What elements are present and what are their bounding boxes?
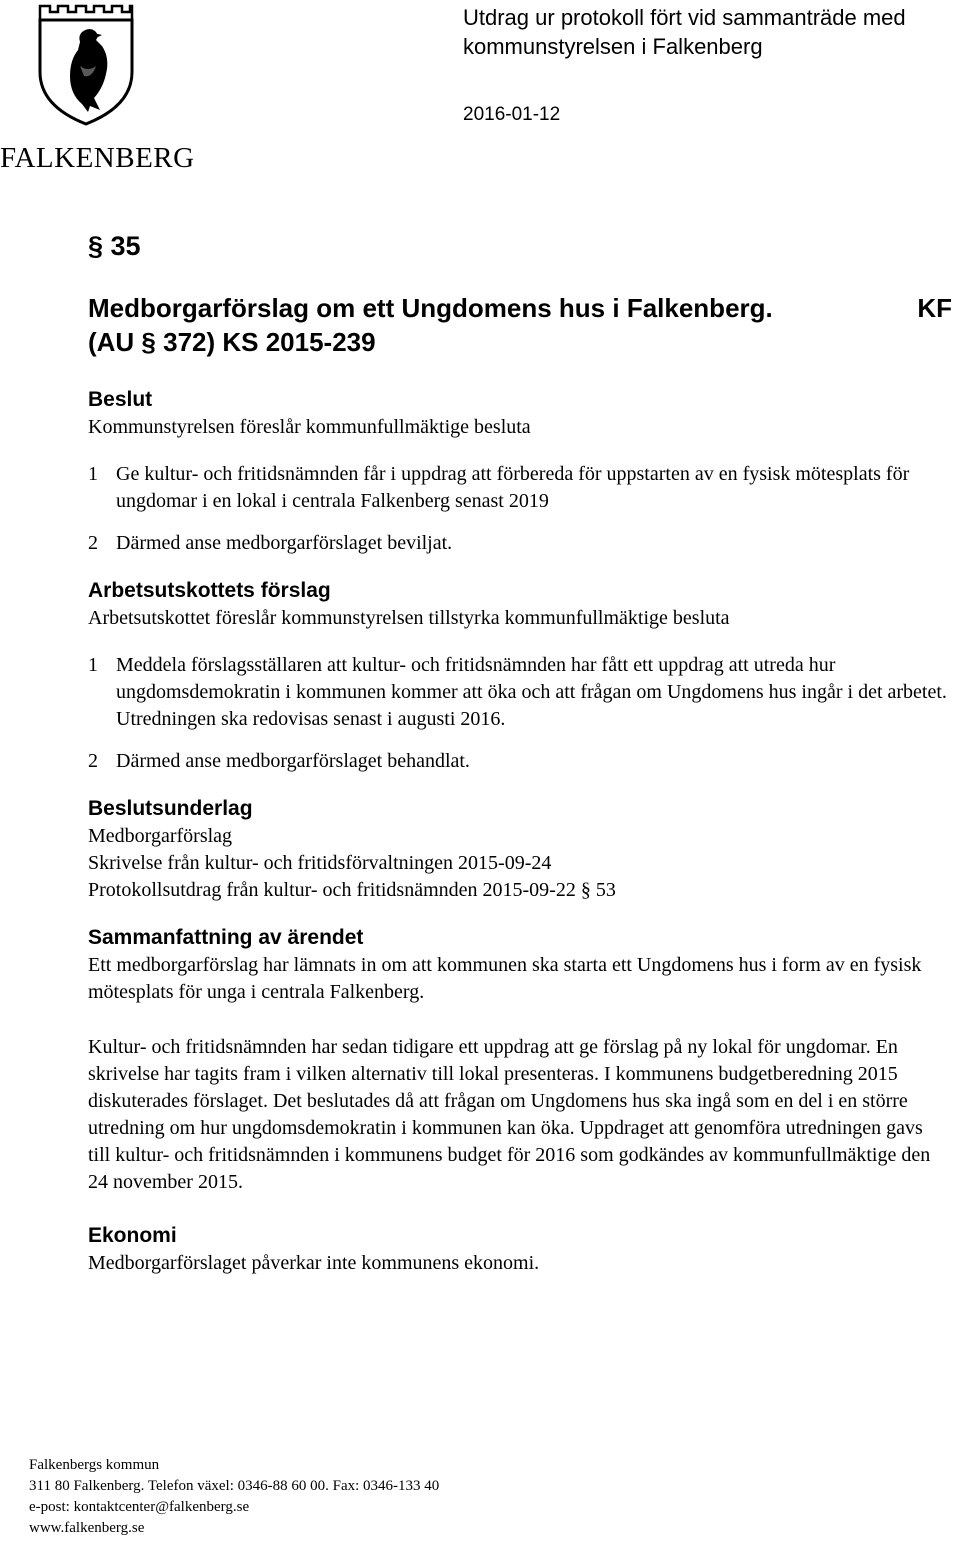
beslutsunderlag-line: Protokollsutdrag från kultur- och fritidsnämnden 2015-09-22 § 53 <box>88 879 616 901</box>
beslutsunderlag-heading: Beslutsunderlag <box>88 797 253 820</box>
document-body <box>88 386 948 1277</box>
arbetsutskott-item <box>88 652 948 733</box>
sammanfattning-heading: Sammanfattning av ärendet <box>88 926 364 949</box>
beslut-item-number: 1 <box>88 463 98 485</box>
beslut-item <box>88 461 948 515</box>
header-title-line-1: Utdrag ur protokoll fört vid sammanträde med <box>463 5 906 30</box>
header-title-line-2: kommunstyrelsen i Falkenberg <box>463 34 763 59</box>
beslut-item <box>88 530 948 557</box>
beslut-heading: Beslut <box>88 388 153 411</box>
beslutsunderlag-line: Skrivelse från kultur- och fritidsförvaltningen 2015-09-24 <box>88 852 552 874</box>
beslut-item-number: 2 <box>88 532 98 554</box>
arbetsutskott-intro: Arbetsutskottet föreslår kommunstyrelsen tillstyrka kommunfullmäktige besluta <box>88 607 730 629</box>
arbetsutskott-item-number: 2 <box>88 750 98 772</box>
beslutsunderlag-line: Medborgarförslag <box>88 825 233 847</box>
ekonomi-heading: Ekonomi <box>88 1224 177 1247</box>
footer-email: e-post: kontaktcenter@falkenberg.se <box>29 1499 250 1515</box>
beslut-intro: Kommunstyrelsen föreslår kommunfullmäktige besluta <box>88 416 531 438</box>
falkenberg-coat-of-arms-icon <box>36 2 136 126</box>
document-footer <box>29 1455 439 1539</box>
arbetsutskott-item-number: 1 <box>88 654 98 676</box>
ekonomi-text: Medborgarförslaget påverkar inte kommunens ekonomi. <box>88 1252 540 1274</box>
arbetsutskott-item <box>88 748 948 775</box>
kf-label: KF <box>917 293 952 323</box>
municipality-logotype: FALKENBERG <box>0 142 195 174</box>
arbetsutskott-heading: Arbetsutskottets förslag <box>88 579 331 602</box>
case-title-line-2: (AU § 372) KS 2015-239 <box>88 327 376 357</box>
beslut-item-text: Därmed anse medborgarförslaget beviljat. <box>116 532 453 554</box>
footer-address: 311 80 Falkenberg. Telefon växel: 0346-88 60 00. Fax: 0346-133 40 <box>29 1478 440 1494</box>
footer-organization: Falkenbergs kommun <box>29 1457 160 1473</box>
case-title-line-1: Medborgarförslag om ett Ungdomens hus i Falkenberg. <box>88 293 773 323</box>
section-number: § 35 <box>88 231 141 261</box>
beslut-item-text: Ge kultur- och fritidsnämnden får i uppdrag att förbereda för uppstarten av en fysisk mötesplats för ungdomar i en lokal i centrala Falkenberg senast 2019 <box>116 463 910 512</box>
footer-website: www.falkenberg.se <box>29 1520 145 1536</box>
document-header-title <box>463 3 943 61</box>
meeting-date: 2016-01-12 <box>463 104 561 125</box>
case-title <box>88 291 868 359</box>
sammanfattning-paragraph-2: Kultur- och fritidsnämnden har sedan tidigare ett uppdrag att ge förslag på ny lokal för ungdomar. En skrivelse har tagits fram i vilken alternativ till lokal presenteras. I kommunens budgetberedning 2015 diskuterades förslaget. Det beslutades då att frågan om Ungdomens hus ska ingå som en del i en större utredning om hur ungdomsdemokratin i kommunen kan öka. Uppdraget att genomföra utredningen gavs till kultur- och fritidsnämnden i kommunens budget för 2016 som godkändes av kommunfullmäktige den 24 november 2015. <box>88 1036 931 1193</box>
sammanfattning-paragraph-1: Ett medborgarförslag har lämnats in om att kommunen ska starta ett Ungdomens hus i form av en fysisk mötesplats för unga i centrala Falkenberg. <box>88 954 922 1003</box>
arbetsutskott-item-text: Meddela förslagsställaren att kultur- och fritidsnämnden har fått ett uppdrag att utreda hur ungdomsdemokratin i kommunen kommer att öka och att frågan om Ungdomens hus ingår i det arbetet. Utredningen ska redovisas senast i augusti 2016. <box>116 654 947 730</box>
arbetsutskott-item-text: Därmed anse medborgarförslaget behandlat. <box>116 750 470 772</box>
